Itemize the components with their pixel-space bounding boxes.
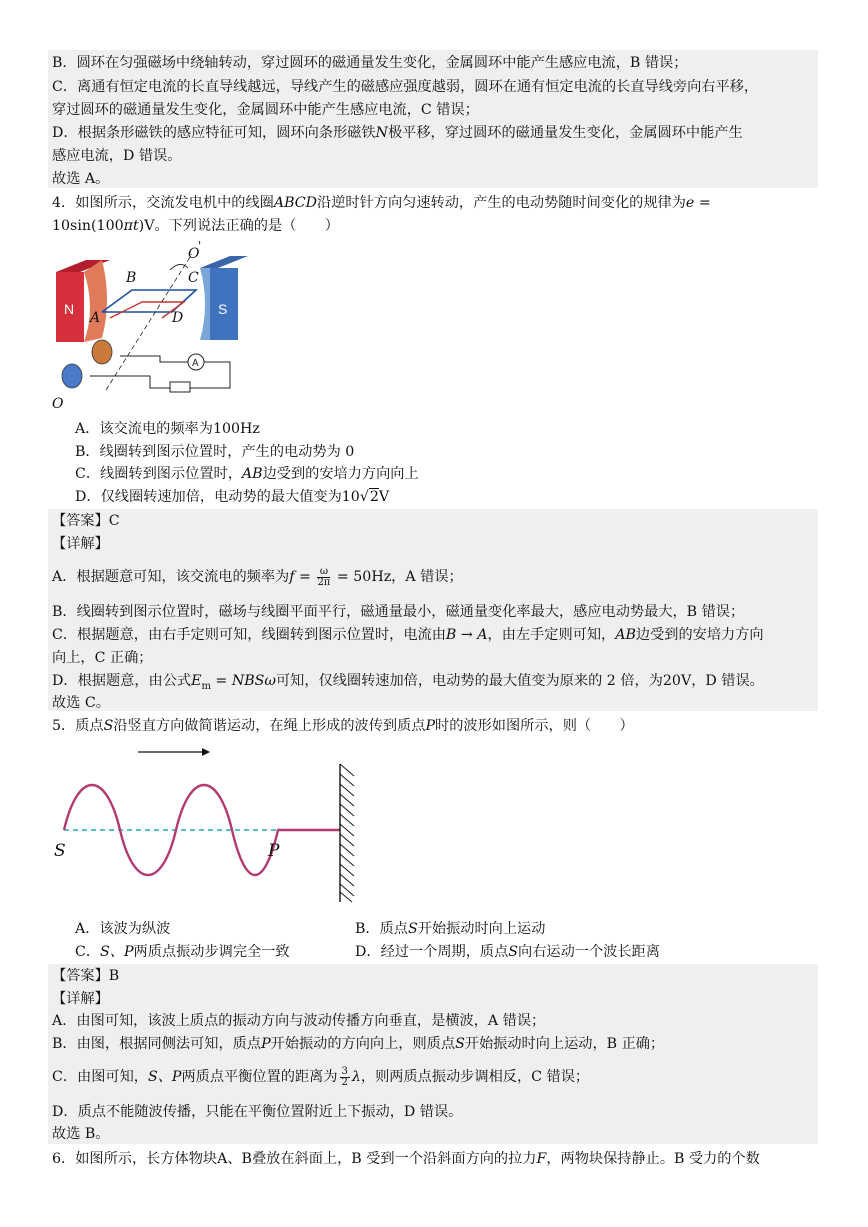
- label-p: P: [268, 841, 280, 861]
- s-magnet-top: [200, 256, 248, 268]
- q4-option-d: D．仅线圈转速加倍，电动势的最大值变为10√2V: [75, 489, 390, 505]
- n-label: N: [64, 301, 75, 317]
- q5-choose: 故选 B。: [52, 1126, 110, 1142]
- q4-option-b: B．线圈转到图示位置时，产生的电动势为 0: [75, 444, 355, 460]
- q5-exp-b: B．由图，根据同侧法可知，质点P开始振动的方向向上，则质点S开始振动时向上运动，B 正确；: [52, 1036, 665, 1052]
- label-o-prime: ': [198, 240, 202, 253]
- q4-option-a: A．该交流电的频率为100Hz: [75, 421, 260, 437]
- q4-exp-c1: C．根据题意，由右手定则可知，线圈转到图示位置时，电流由B → A，由左手定则可知，AB边受到的安培力方向: [52, 627, 764, 643]
- q5-option-d: D．经过一个周期，质点S向右运动一个波长距离: [355, 944, 660, 960]
- q6-stem: 6．如图所示，长方体物块A、B叠放在斜面上，B 受到一个沿斜面方向的拉力F，两物块保持静止。B 受力的个数: [52, 1151, 760, 1167]
- q3-exp-d2: 感应电流，D 错误。: [52, 148, 182, 164]
- q5-exp-a: A．由图可知，该波上质点的振动方向与波动传播方向垂直，是横波，A 错误；: [52, 1013, 546, 1029]
- ammeter-label: A: [192, 358, 199, 369]
- label-b: B: [126, 270, 137, 286]
- resistor: [170, 382, 190, 392]
- q4-exp-c2: 向上，C 正确；: [52, 650, 153, 666]
- s-pole-face: [200, 268, 210, 340]
- label-d: D: [172, 310, 184, 326]
- slip-ring-2: [62, 364, 82, 388]
- q4-detail-heading: 【详解】: [52, 536, 109, 552]
- q5-option-a: A．该波为纵波: [75, 921, 171, 937]
- slip-ring-1: [92, 340, 112, 364]
- q3-exp-c2: 穿过圆环的磁通量发生变化，金属圆环中能产生感应电流，C 错误；: [52, 102, 479, 118]
- q5-exp-d: D．质点不能随波传播，只能在平衡位置附近上下振动，D 错误。: [52, 1104, 463, 1120]
- q3-exp-c1: C．离通有恒定电流的长直导线越远，导线产生的磁感应强度越弱，圆环在通有恒定电流的长直导线旁向右平移，: [52, 79, 759, 95]
- q4-answer: 【答案】C: [52, 513, 120, 529]
- q4-stem-1: 4．如图所示，交流发电机中的线圈ABCD沿逆时针方向匀速转动，产生的电动势随时间变化的规律为e =: [52, 195, 711, 211]
- q3-choose: 故选 A。: [52, 171, 110, 187]
- wall-hatch: [340, 764, 354, 902]
- q3-exp-d1: D．根据条形磁铁的感应特征可知，圆环向条形磁铁N极平移，穿过圆环的磁通量发生变化，金属圆环中能产生: [52, 125, 743, 141]
- wave-figure: [50, 740, 370, 910]
- q4-exp-b: B．线圈转到图示位置时，磁场与线圈平面平行，磁通量最小，磁通量变化率最大，感应电动势最大，B 错误；: [52, 604, 745, 620]
- circuit-wire: [90, 356, 230, 388]
- q5-stem: 5．质点S沿竖直方向做简谐运动，在绳上形成的波传到质点P时的波形如图所示，则（ ）: [52, 718, 634, 734]
- coil-loop: [102, 290, 196, 312]
- q4-exp-d1: D．根据题意，由公式$E_m = NBS\omega$可知，仅线圈转速加倍，电动势的最大值变为原来的 2 倍，为20V，D 错误。: [52, 673, 764, 692]
- q5-option-b: B．质点S开始振动时向上运动: [355, 921, 546, 937]
- propagation-arrowhead: [202, 748, 210, 756]
- q5-answer: 【答案】B: [52, 968, 120, 984]
- n-pole-face: [84, 260, 107, 342]
- q4-exp-a: A．根据题意可知，该交流电的频率为f = $\frac{\omega}{2\pi}$ = 50Hz，A 错误；: [52, 565, 463, 588]
- label-o-bottom: O: [52, 396, 64, 412]
- q4-stem-2: 10sin(100πt)V。下列说法正确的是（ ）: [52, 218, 339, 234]
- label-s: S: [54, 841, 66, 861]
- q5-exp-c: C．由图可知，S、P两质点平衡位置的距离为 $\frac{3}{2}$ λ，则两质点振动步调相反，C 错误；: [52, 1065, 590, 1088]
- label-a: A: [90, 310, 101, 326]
- q4-choose: 故选 C。: [52, 695, 110, 711]
- q3-exp-b: B．圆环在匀强磁场中绕轴转动，穿过圆环的磁通量发生变化，金属圆环中能产生感应电流，B 错误；: [52, 55, 688, 71]
- q5-detail-heading: 【详解】: [52, 991, 109, 1007]
- label-o-top: O: [188, 246, 200, 262]
- q4-option-c: C．线圈转到图示位置时，AB边受到的安培力方向向上: [75, 466, 419, 482]
- label-c: C: [188, 270, 199, 286]
- q5-option-c: C．S、P两质点振动步调完全一致: [75, 944, 290, 960]
- s-label: S: [218, 301, 228, 317]
- generator-figure: [50, 240, 250, 412]
